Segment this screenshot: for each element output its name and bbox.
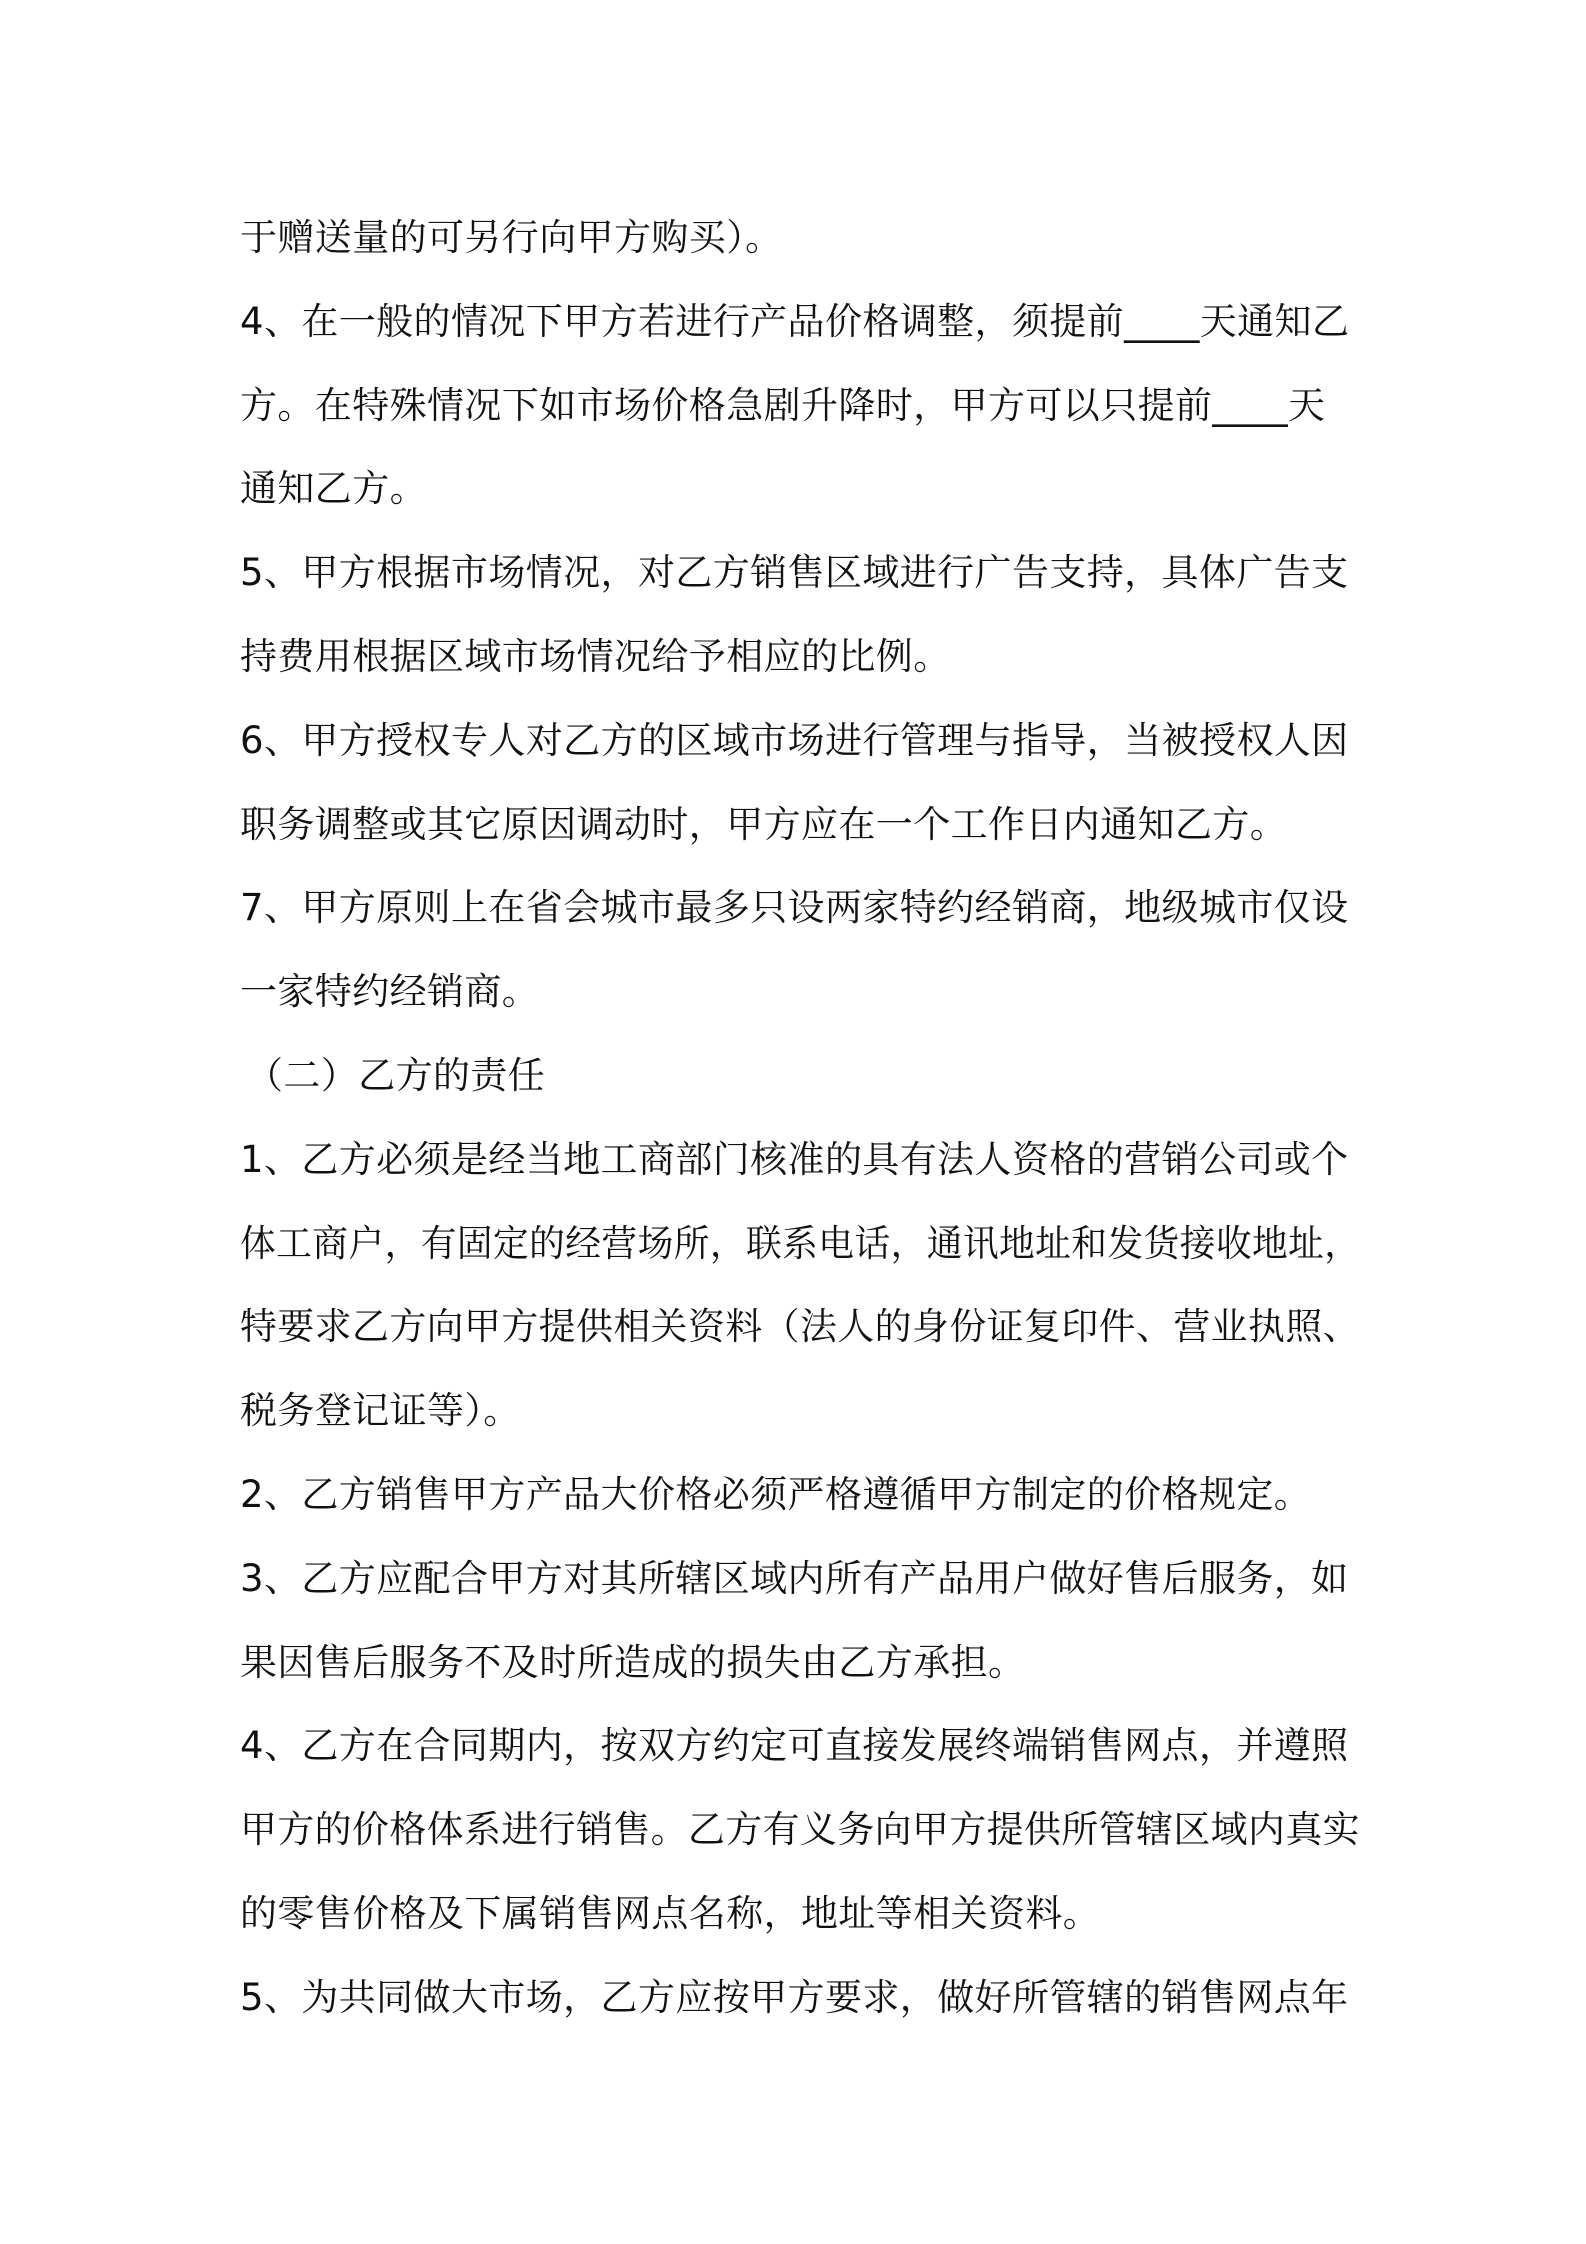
text-line: 职务调整或其它原因调动时，甲方应在一个工作日内通知乙方。 <box>240 802 1288 846</box>
text-line: 甲方的价格体系进行销售。乙方有义务向甲方提供所管辖区域内真实 <box>240 1808 1360 1852</box>
text-line: 5、为共同做大市场，乙方应按甲方要求，做好所管辖的销售网点年 <box>240 1975 1349 2019</box>
text-line: 的零售价格及下属销售网点名称，地址等相关资料。 <box>240 1891 1101 1935</box>
text-line: 3、乙方应配合甲方对其所辖区域内所有产品用户做好售后服务，如 <box>240 1556 1349 1600</box>
section-heading: （二）乙方的责任 <box>246 1053 546 1097</box>
text-line: 持费用根据区域市场情况给予相应的比例。 <box>240 634 951 678</box>
text-line: 7、甲方原则上在省会城市最多只设两家特约经销商，地级城市仅设 <box>240 886 1349 930</box>
text-line: 特要求乙方向甲方提供相关资料（法人的身份证复印件、营业执照、 <box>240 1305 1360 1349</box>
text-line: 体工商户，有固定的经营场所，联系电话，通讯地址和发货接收地址， <box>240 1221 1361 1265</box>
text-line: 4、在一般的情况下甲方若进行产品价格调整，须提前____天通知乙 <box>240 299 1350 343</box>
text-line: 果因售后服务不及时所造成的损失由乙方承担。 <box>240 1640 1026 1684</box>
text-line: 方。在特殊情况下如市场价格急剧升降时，甲方可以只提前____天 <box>240 383 1326 427</box>
text-line: 于赠送量的可另行向甲方购买）。 <box>240 216 783 259</box>
text-line: 1、乙方必须是经当地工商部门核准的具有法人资格的营销公司或个 <box>240 1137 1349 1181</box>
text-line: 一家特约经销商。 <box>240 970 540 1014</box>
text-line: 6、甲方授权专人对乙方的区域市场进行管理与指导，当被授权人因 <box>240 718 1349 762</box>
text-line: 5、甲方根据市场情况，对乙方销售区域进行广告支持，具体广告支 <box>240 551 1349 595</box>
text-line: 通知乙方。 <box>240 467 427 511</box>
text-line: 4、乙方在合同期内，按双方约定可直接发展终端销售网点，并遵照 <box>240 1724 1349 1768</box>
text-line: 税务登记证等）。 <box>240 1389 521 1433</box>
contract-text <box>240 196 1360 2040</box>
text-line: 2、乙方销售甲方产品大价格必须严格遵循甲方制定的价格规定。 <box>240 1472 1312 1516</box>
